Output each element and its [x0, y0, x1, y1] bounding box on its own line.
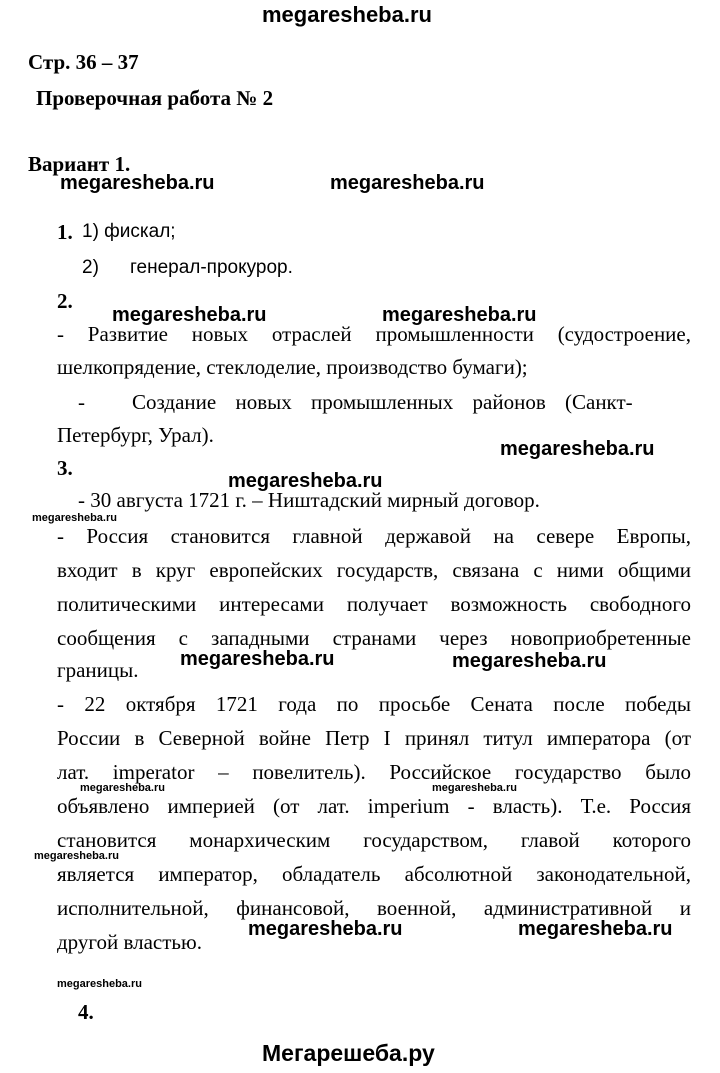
q3-text-line: политическими интересами получает возможность свободного [57, 592, 691, 616]
question-1-number: 1. [57, 220, 73, 244]
q3-text-line: лат. imperator – повелитель). Российское государство было [57, 760, 691, 784]
watermark: megaresheba.ru [112, 304, 267, 326]
q1-item2-number: 2) [82, 257, 99, 278]
watermark-small: megaresheba.ru [80, 782, 165, 794]
watermark-small: megaresheba.ru [432, 782, 517, 794]
watermark-small: megaresheba.ru [34, 850, 119, 862]
q3-text-line: исполнительной, финансовой, военной, административной и [57, 896, 691, 920]
question-2-number: 2. [57, 289, 73, 313]
q3-text-line: границы. [57, 658, 139, 682]
q3-text-line: входит в круг европейских государств, связана с ними общими [57, 558, 691, 582]
watermark-small: megaresheba.ru [32, 512, 117, 524]
watermark: megaresheba.ru [518, 918, 673, 940]
q3-text-line: является император, обладатель абсолютной законодательной, [57, 862, 691, 886]
q3-text-line: другой властью. [57, 930, 202, 954]
question-4-number: 4. [78, 1000, 94, 1024]
watermark: megaresheba.ru [228, 470, 383, 492]
watermark: megaresheba.ru [452, 650, 607, 672]
q2-text-line: - Развитие новых отраслей промышленности (судостроение, [57, 322, 691, 346]
variant-heading: Вариант 1. [28, 152, 131, 176]
q3-text-line: сообщения с западными странами через новоприобретенные [57, 626, 691, 650]
q3-text-line: становится монархическим государством, главой которого [57, 828, 691, 852]
watermark: megaresheba.ru [500, 438, 655, 460]
q2-text-line-dash: - [78, 390, 85, 414]
watermark-small: megaresheba.ru [57, 978, 142, 990]
watermark: megaresheba.ru [330, 172, 485, 194]
watermark: megaresheba.ru [248, 918, 403, 940]
q2-text-line: Петербург, Урал). [57, 423, 214, 447]
page-title: Проверочная работа № 2 [36, 86, 274, 110]
q3-text-line: России в Северной войне Петр I принял титул императора (от [57, 726, 691, 750]
q2-text-line: шелкопрядение, стеклоделие, производство бумаги); [57, 355, 528, 379]
q3-text-line: - 30 августа 1721 г. – Ништадский мирный договор. [78, 488, 540, 512]
watermark: megaresheba.ru [60, 172, 215, 194]
q1-answer-line1: 1) фискал; [82, 221, 176, 242]
watermark: megaresheba.ru [382, 304, 537, 326]
footer-watermark: Мегарешеба.ру [262, 1040, 435, 1066]
question-3-number: 3. [57, 456, 73, 480]
page-reference: Стр. 36 – 37 [28, 50, 139, 74]
q3-text-line: объявлено империей (от лат. imperium - власть). Т.е. Россия [57, 794, 691, 818]
q1-item2-text: генерал-прокурор. [130, 257, 293, 278]
q3-text-line: - Россия становится главной державой на севере Европы, [57, 524, 691, 548]
watermark: megaresheba.ru [180, 648, 335, 670]
header-watermark: megaresheba.ru [262, 2, 432, 27]
q3-text-line: - 22 октября 1721 года по просьбе Сената после победы [57, 692, 691, 716]
q2-text-line: Создание новых промышленных районов (Санкт- [132, 390, 633, 414]
